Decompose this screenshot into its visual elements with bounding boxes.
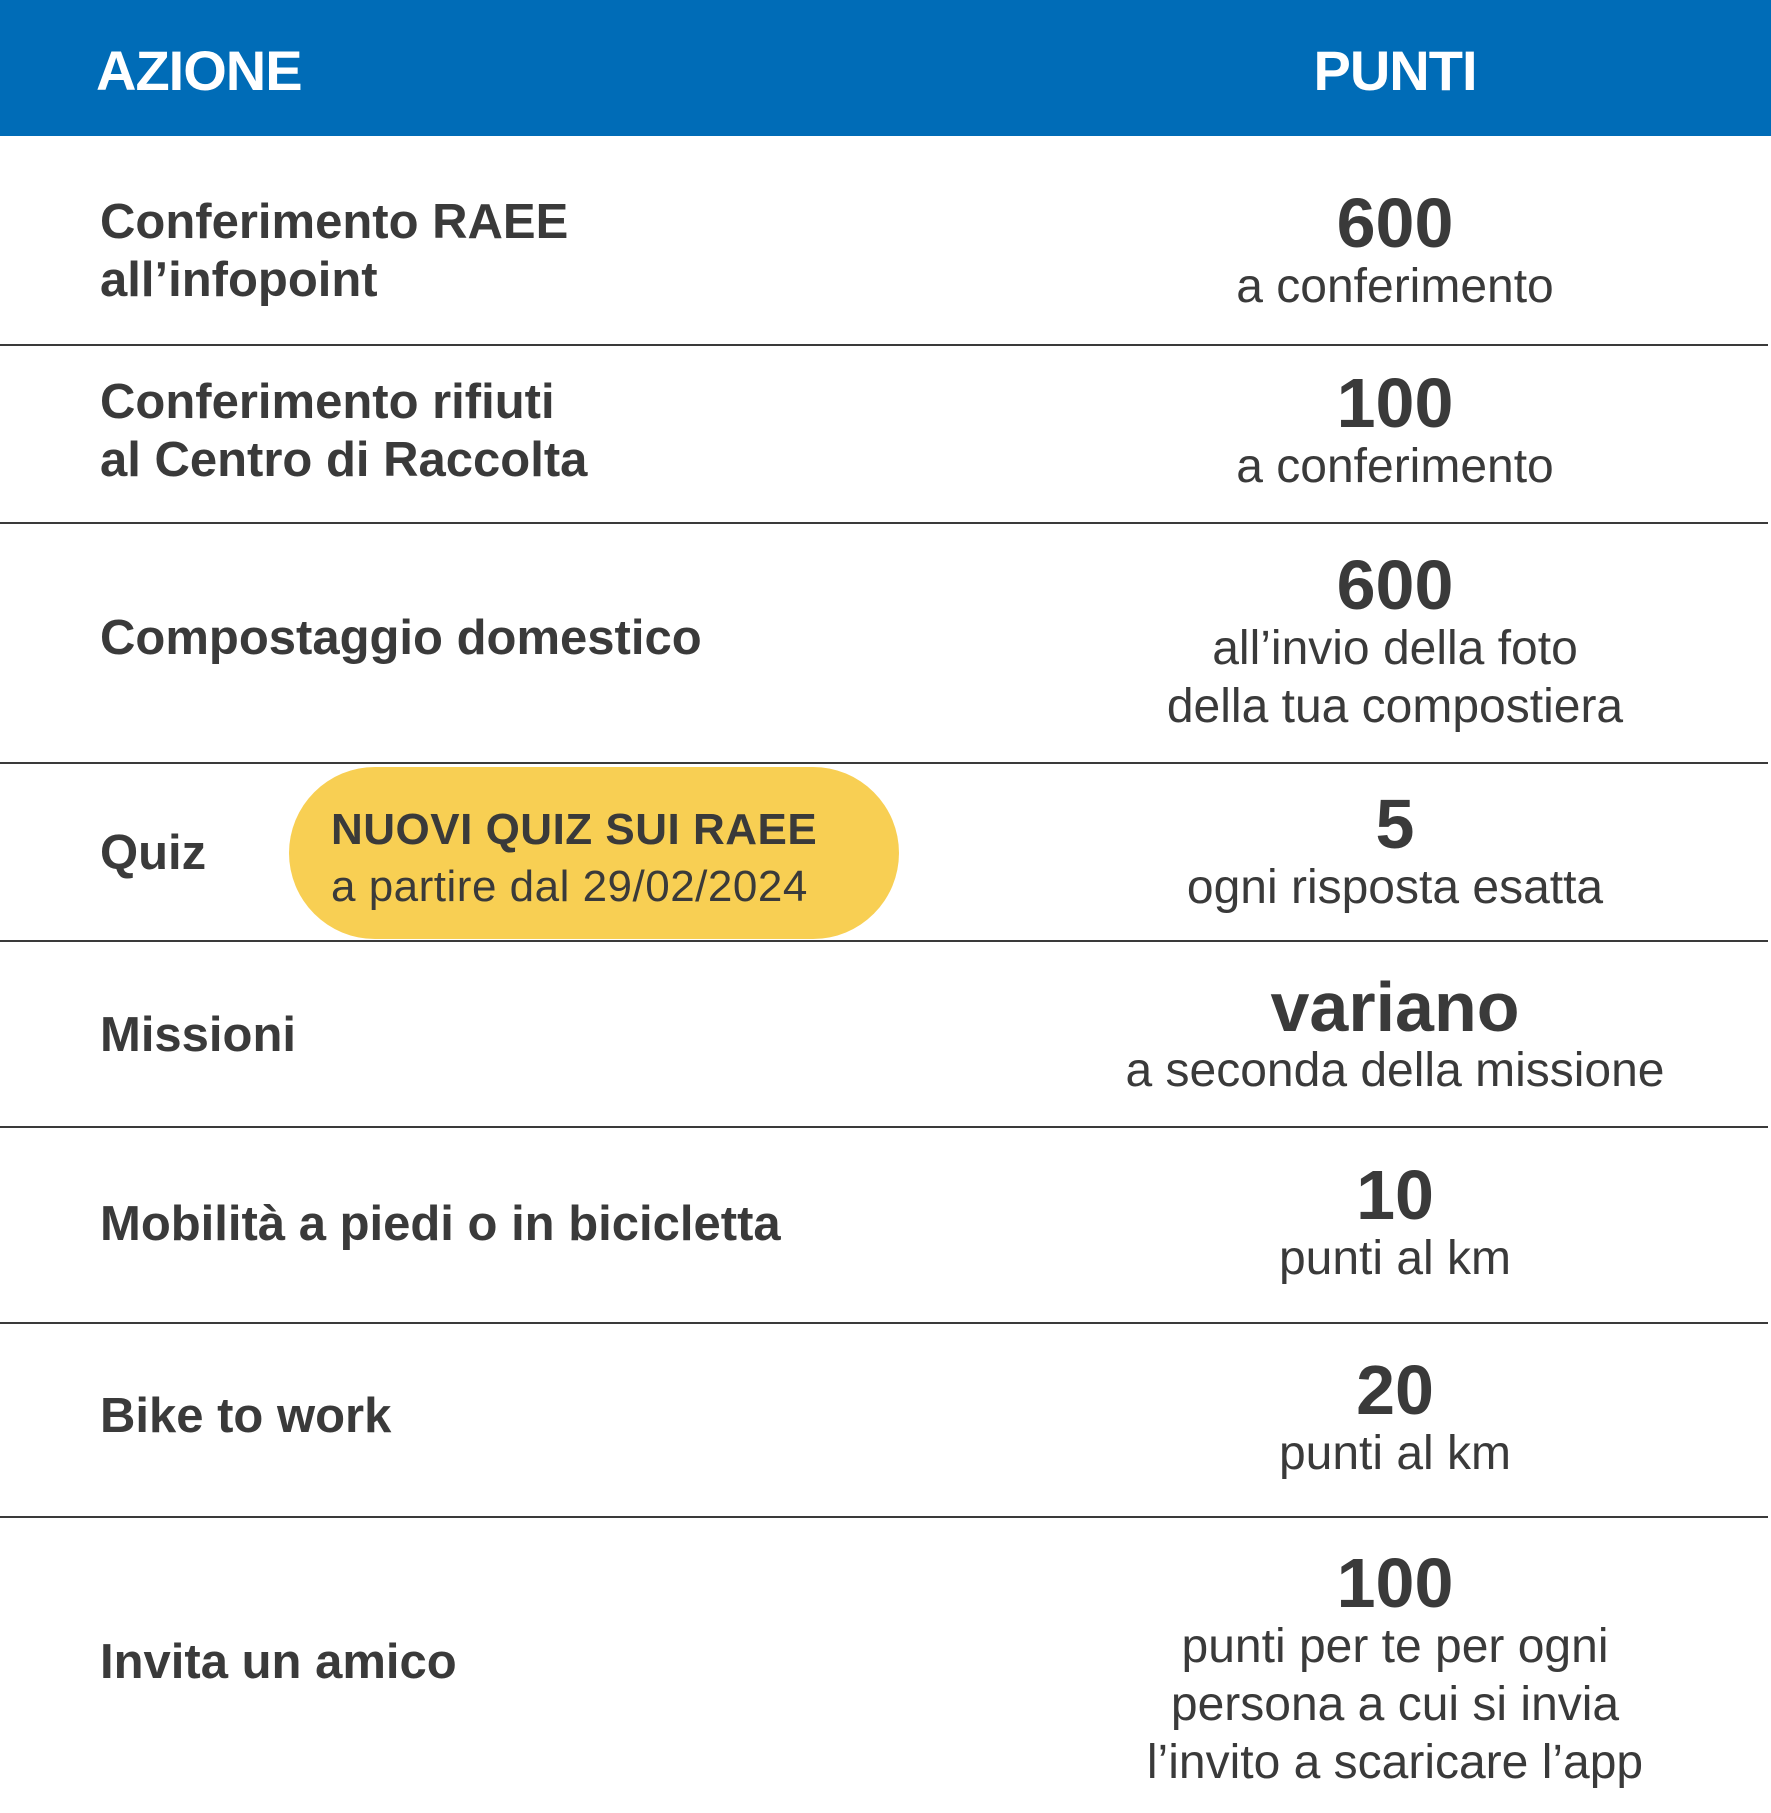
points-value: variano [1270, 968, 1520, 1046]
table-row [0, 346, 1771, 524]
action-label: Mobilità a piedi o in bicicletta [100, 1197, 781, 1251]
points-cell [1080, 1156, 1710, 1288]
table-row [0, 1324, 1771, 1518]
points-value: 600 [1336, 546, 1454, 624]
action-label: Bike to work [100, 1389, 392, 1443]
action-label: Invita un amico [100, 1635, 457, 1689]
action-label: Conferimento RAEE all’infopoint [100, 195, 569, 307]
table-row [0, 524, 1771, 764]
points-description: a conferimento [1236, 260, 1554, 313]
points-cell [1080, 1544, 1710, 1792]
points-value: 20 [1356, 1351, 1434, 1429]
table-row [0, 1518, 1771, 1813]
points-description: punti al km [1278, 1427, 1512, 1480]
points-cell [1080, 546, 1710, 736]
points-cell [1080, 968, 1710, 1100]
action-label: Conferimento rifiuti al Centro di Raccolta [100, 375, 588, 487]
badge-subtitle: a partire dal 29/02/2024 [331, 862, 808, 911]
points-description: a seconda della missione [1125, 1044, 1665, 1097]
column-header-points: PUNTI [1313, 39, 1477, 102]
points-cell [1080, 184, 1710, 316]
action-label: Compostaggio domestico [100, 611, 702, 665]
points-description: a conferimento [1236, 440, 1554, 493]
table-row [0, 942, 1771, 1128]
points-cell [1080, 1351, 1710, 1483]
points-value: 100 [1336, 364, 1454, 442]
points-value: 5 [1375, 785, 1415, 863]
points-description: punti al km [1278, 1232, 1512, 1285]
table-header [0, 0, 1771, 136]
points-value: 10 [1356, 1156, 1434, 1234]
points-value: 600 [1336, 184, 1454, 262]
new-quiz-badge [289, 767, 899, 939]
column-header-action: AZIONE [96, 39, 302, 102]
badge-title: NUOVI QUIZ SUI RAEE [331, 805, 818, 854]
points-cell [1080, 364, 1710, 496]
points-description: ogni risposta esatta [1186, 861, 1604, 914]
points-value: 100 [1336, 1544, 1454, 1622]
table-row [0, 136, 1771, 346]
points-cell [1080, 785, 1710, 917]
table-row [0, 1128, 1771, 1324]
table-row [0, 764, 1771, 942]
action-label: Quiz [100, 826, 207, 880]
action-label: Missioni [100, 1008, 297, 1062]
points-description: punti per te per ogni persona a cui si invia l’invito a scaricare l’app [1146, 1620, 1644, 1789]
points-description: all’invio della foto della tua compostiera [1166, 622, 1624, 733]
